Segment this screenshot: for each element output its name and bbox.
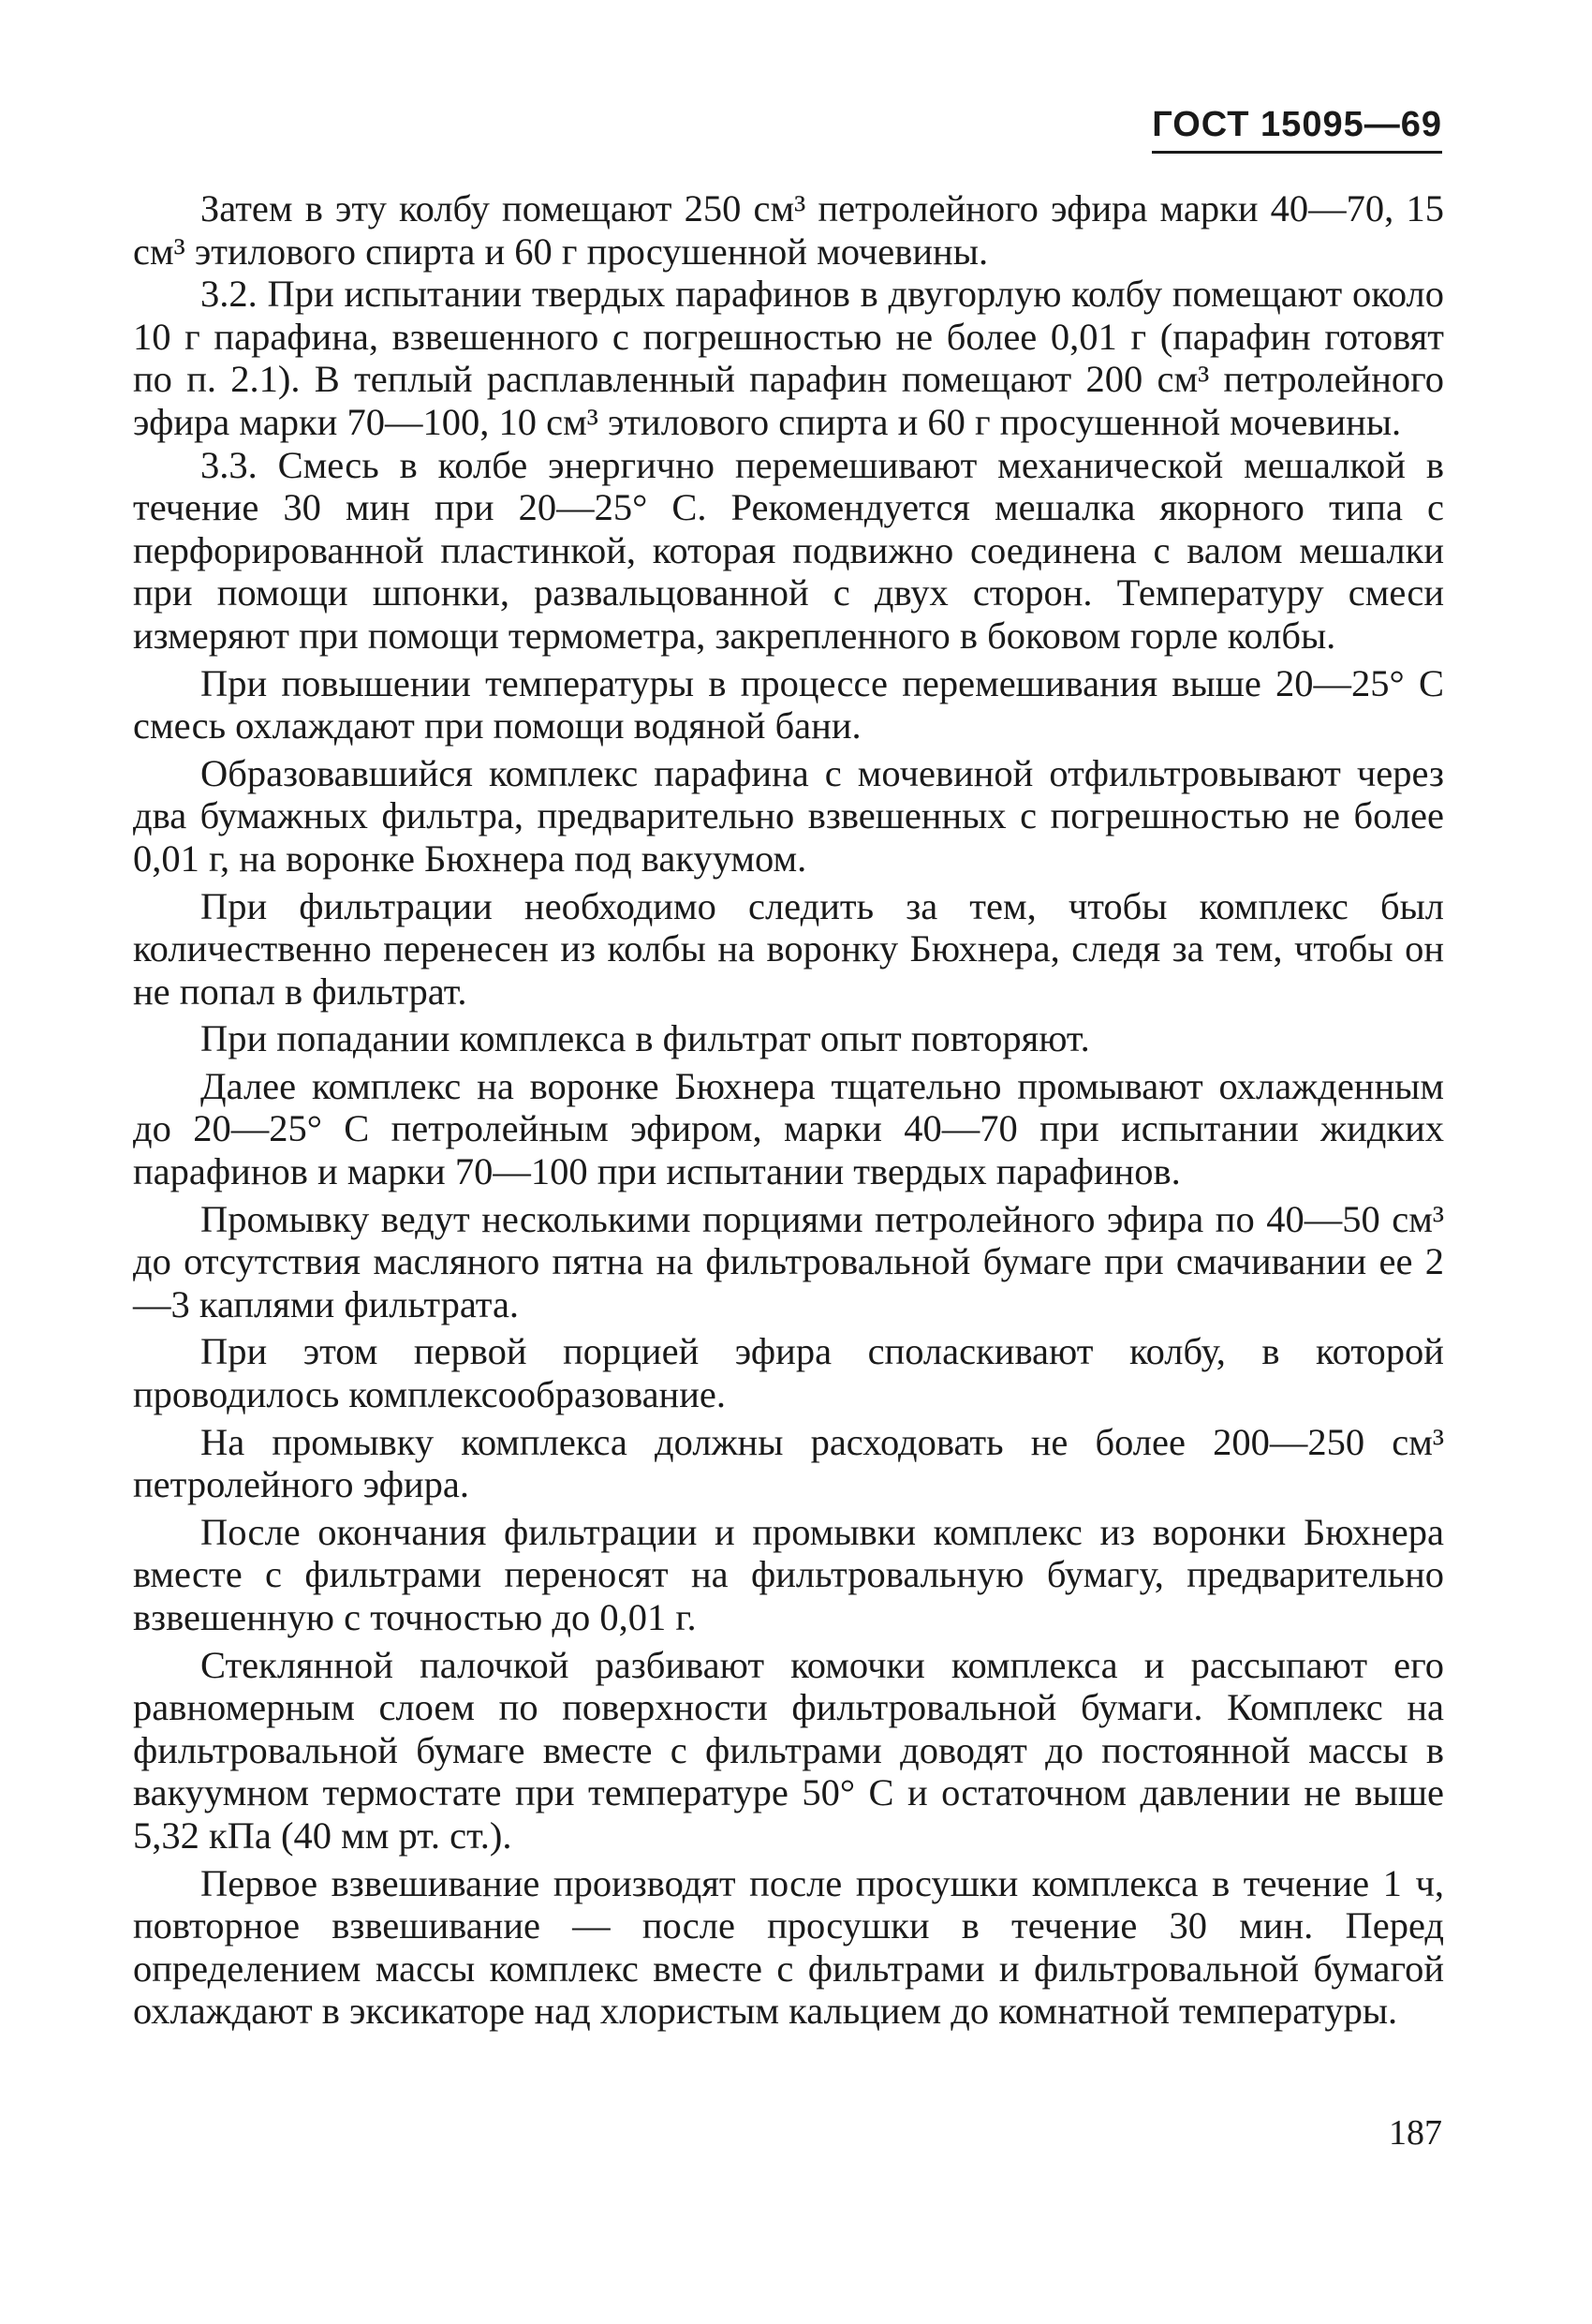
paragraph: Промывку ведут несколькими порциями петролейного эфира по 40—50 см³ до отсутствия масляного пятна на фильтровальной бумаге при смачивании ее 2—3 каплями фильтрата.	[133, 1197, 1444, 1325]
document-body	[133, 187, 1444, 2033]
paragraph: Далее комплекс на воронке Бюхнера тщательно промывают охлажденным до 20—25° С петролейным эфиром, марки 40—70 при испытании жидких парафинов и марки 70—100 при испытании твердых парафинов.	[133, 1064, 1444, 1193]
paragraph: Затем в эту колбу помещают 250 см³ петролейного эфира марки 40—70, 15 см³ этилового спирта и 60 г просушенной мочевины.	[133, 187, 1444, 273]
paragraph: При повышении температуры в процессе перемешивания выше 20—25° С смесь охлаждают при помощи водяной бани.	[133, 661, 1444, 748]
paragraph: Стеклянной палочкой разбивают комочки комплекса и рассыпают его равномерным слоем по поверхности фильтровальной бумаги. Комплекс на фильтровальной бумаге вместе с фильтрами доводят до постоянной массы в вакуумном термостате при температуре 50° С и остаточном давлении не выше 5,32 кПа (40 мм рт. ст.).	[133, 1643, 1444, 1857]
document-standard-title: ГОСТ 15095—69	[1152, 105, 1442, 154]
paragraph: При этом первой порцией эфира споласкивают колбу, в которой проводилось комплексообразование.	[133, 1330, 1444, 1416]
paragraph: 3.2. При испытании твердых парафинов в двугорлую колбу помещают около 10 г парафина, взвешенного с погрешностью не более 0,01 г (парафин готовят по п. 2.1). В теплый расплавленный парафин помещают 200 см³ петролейного эфира марки 70—100, 10 см³ этилового спирта и 60 г просушенной мочевины.	[133, 273, 1444, 443]
paragraph: Образовавшийся комплекс парафина с мочевиной отфильтровывают через два бумажных фильтра, предварительно взвешенных с погрешностью не более 0,01 г, на воронке Бюхнера под вакуумом.	[133, 751, 1444, 880]
paragraph: При фильтрации необходимо следить за тем, чтобы комплекс был количественно перенесен из колбы на воронку Бюхнера, следя за тем, чтобы он не попал в фильтрат.	[133, 884, 1444, 1013]
paragraph: После окончания фильтрации и промывки комплекс из воронки Бюхнера вместе с фильтрами переносят на фильтровальную бумагу, предварительно взвешенную с точностью до 0,01 г.	[133, 1510, 1444, 1638]
paragraph: При попадании комплекса в фильтрат опыт повторяют.	[200, 1017, 1090, 1060]
paragraph: На промывку комплекса должны расходовать не более 200—250 см³ петролейного эфира.	[133, 1420, 1444, 1506]
paragraph: Первое взвешивание производят после просушки комплекса в течение 1 ч, повторное взвешивание — после просушки в течение 30 мин. Перед определением массы комплекс вместе с фильтрами и фильтровальной бумагой охлаждают в эксикаторе над хлористым кальцием до комнатной температуры.	[133, 1861, 1444, 2033]
page-number: 187	[1389, 2113, 1442, 2153]
paragraph: 3.3. Смесь в колбе энергично перемешивают механической мешалкой в течение 30 мин при 20—25° С. Рекомендуется мешалка якорного типа с перфорированной пластинкой, которая подвижно соединена с валом мешалки при помощи шпонки, развальцованной с двух сторон. Температуру смеси измеряют при помощи термометра, закрепленного в боковом горле колбы.	[133, 443, 1444, 657]
page-header	[1142, 105, 1442, 154]
